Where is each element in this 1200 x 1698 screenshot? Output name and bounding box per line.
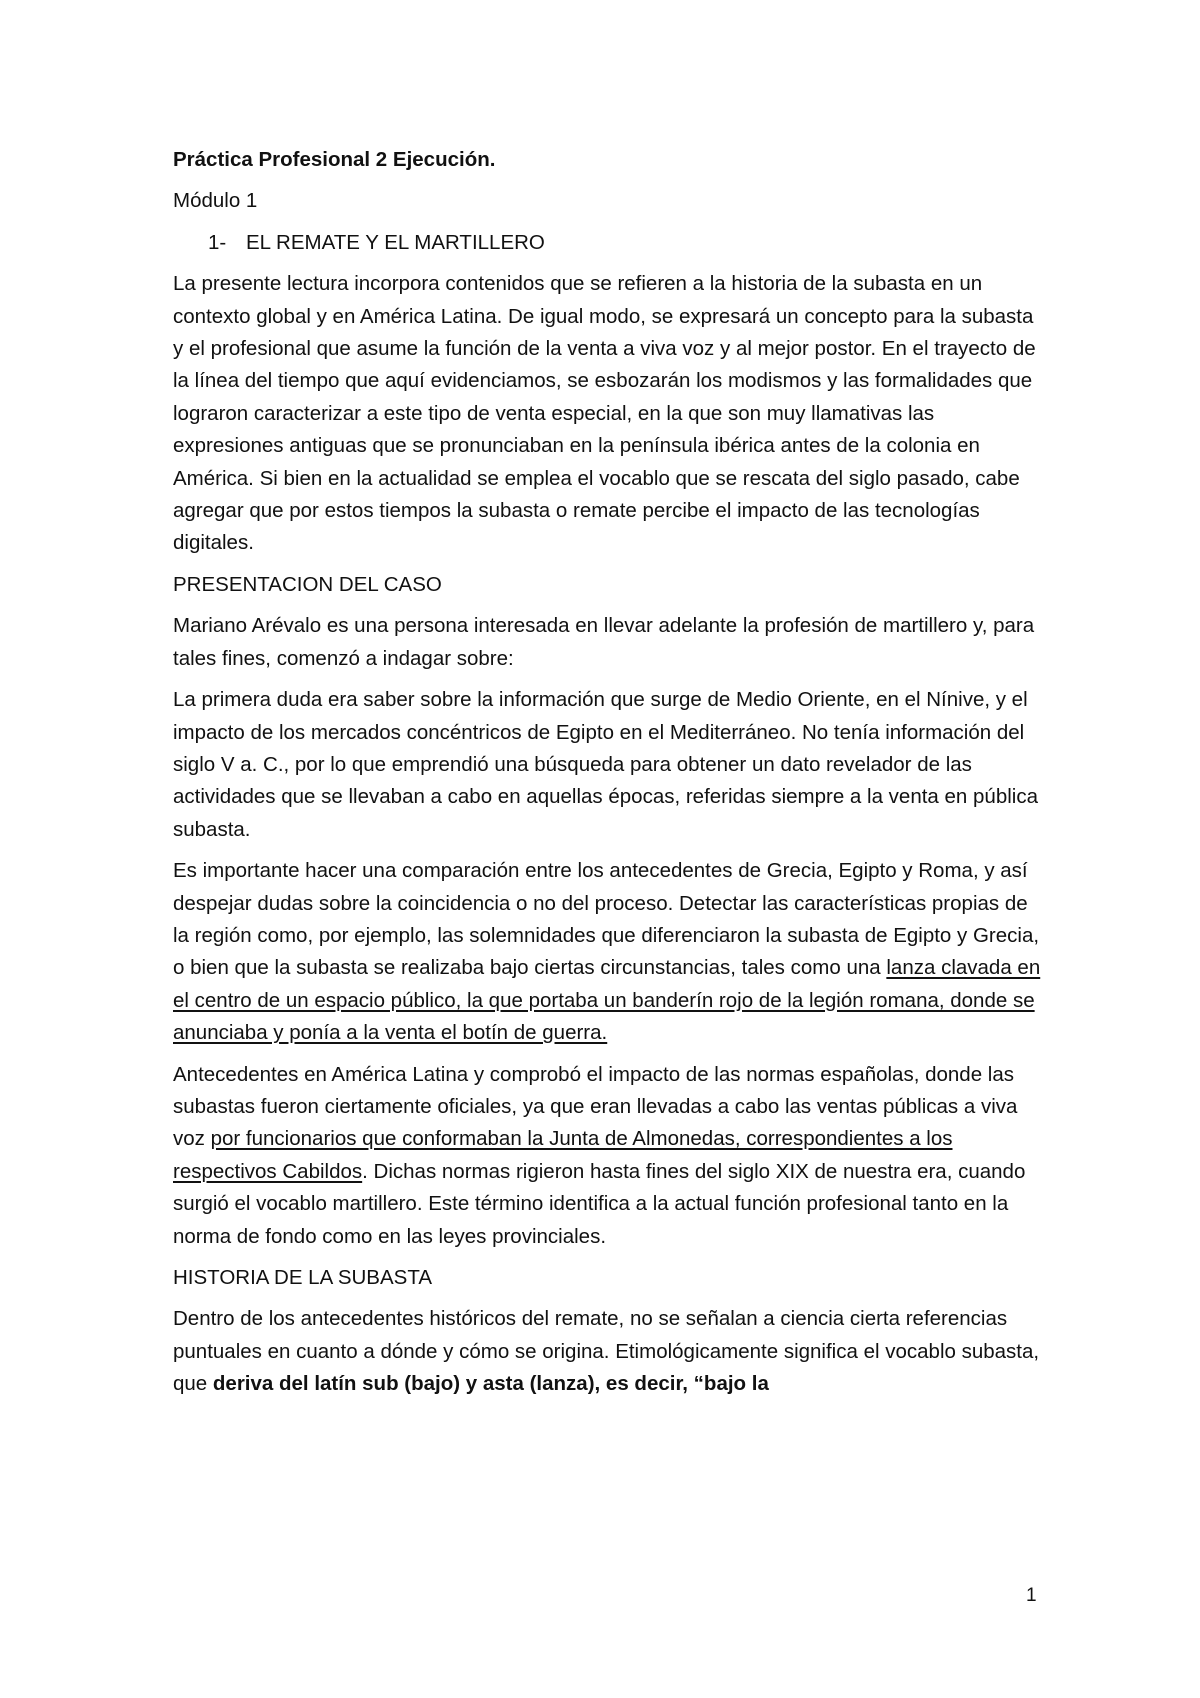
case-paragraph-3-text: Es importante hacer una comparación entre los antecedentes de Grecia, Egipto y Roma, y así despejar dudas sobre la coincidencia o no del proceso. Detectar las características propias de la región como, por ejemplo, las solemnidades que diferenciaron la subasta de Egipto y Grecia, o bien que la subasta se realizaba bajo ciertas circunstancias, tales como una: [173, 859, 1040, 980]
case-paragraph-1: Mariano Arévalo es una persona interesada en llevar adelante la profesión de martillero y, para tales fines, comenzó a indagar sobre:: [173, 614, 1035, 670]
case-paragraph-3-underlined: lanza clavada en el centro de un espacio público, la que portaba un banderín rojo de la legión romana, donde se anunciaba y ponía a la venta el botín de guerra.: [173, 956, 1041, 1045]
case-paragraph-4: [173, 1059, 1041, 1253]
numbered-heading-text: EL REMATE Y EL MARTILLERO: [246, 230, 545, 254]
document-title: Práctica Profesional 2 Ejecución.: [173, 148, 496, 171]
case-paragraph-4-text: Antecedentes en América Latina y comprobó el impacto de las normas españolas, donde las subastas fueron ciertamente oficiales, ya que eran llevadas a cabo las ventas públicas a viva voz: [173, 1062, 1018, 1151]
history-paragraph-1: [173, 1303, 1041, 1400]
case-paragraph-4-underlined: por funcionarios que conformaban la Junta de Almonedas, correspondientes a los respectivos Cabildos: [173, 1127, 953, 1183]
numbered-heading: [173, 227, 1041, 259]
intro-paragraph: La presente lectura incorpora contenidos que se refieren a la historia de la subasta en un contexto global y en América Latina. De igual modo, se expresará un concepto para la subasta y el profesional que asume la función de la venta a viva voz y al mejor postor. En el trayecto de la línea del tiempo que aquí evidenciamos, se esbozarán los modismos y las formalidades que lograron caracterizar a este tipo de venta especial, en la que son muy llamativas las expresiones antiguas que se pronunciaban en la península ibérica antes de la colonia en América. Si bien en la actualidad se emplea el vocablo que se rescata del siglo pasado, cabe agregar que por estos tiempos la subasta o remate percibe el impacto de las tecnologías digitales.: [173, 272, 1036, 555]
module-label: Módulo 1: [173, 189, 258, 213]
case-paragraph-3: [173, 855, 1041, 1049]
case-paragraph-2: La primera duda era saber sobre la información que surge de Medio Oriente, en el Nínive, y el impacto de los mercados concéntricos de Egipto en el Mediterráneo. No tenía información del siglo V a. C., por lo que emprendió una búsqueda para obtener un dato revelador de las actividades que se llevaban a cabo en aquellas épocas, referidas siempre a la venta en pública subasta.: [173, 688, 1038, 841]
history-paragraph-1-bold: deriva del latín sub (bajo) y asta (lanza), es decir, “bajo la: [212, 1372, 769, 1396]
page-number: 1: [1026, 1585, 1037, 1606]
history-paragraph-1-text: Dentro de los antecedentes históricos del remate, no se señalan a ciencia cierta referencias puntuales en cuanto a dónde y cómo se origina. Etimológicamente significa el vocablo subasta, que: [173, 1307, 1040, 1396]
document-body: [173, 144, 1041, 1410]
list-number: 1-: [208, 230, 227, 254]
case-paragraph-4-end: . Dichas normas rigieron hasta fines del siglo XIX de nuestra era, cuando surgió el vocablo martillero. Este término identifica a la actual función profesional tanto en la norma de fondo como en las leyes provinciales.: [173, 1159, 1026, 1248]
history-heading: HISTORIA DE LA SUBASTA: [173, 1266, 432, 1289]
case-heading: PRESENTACION DEL CASO: [173, 572, 442, 596]
